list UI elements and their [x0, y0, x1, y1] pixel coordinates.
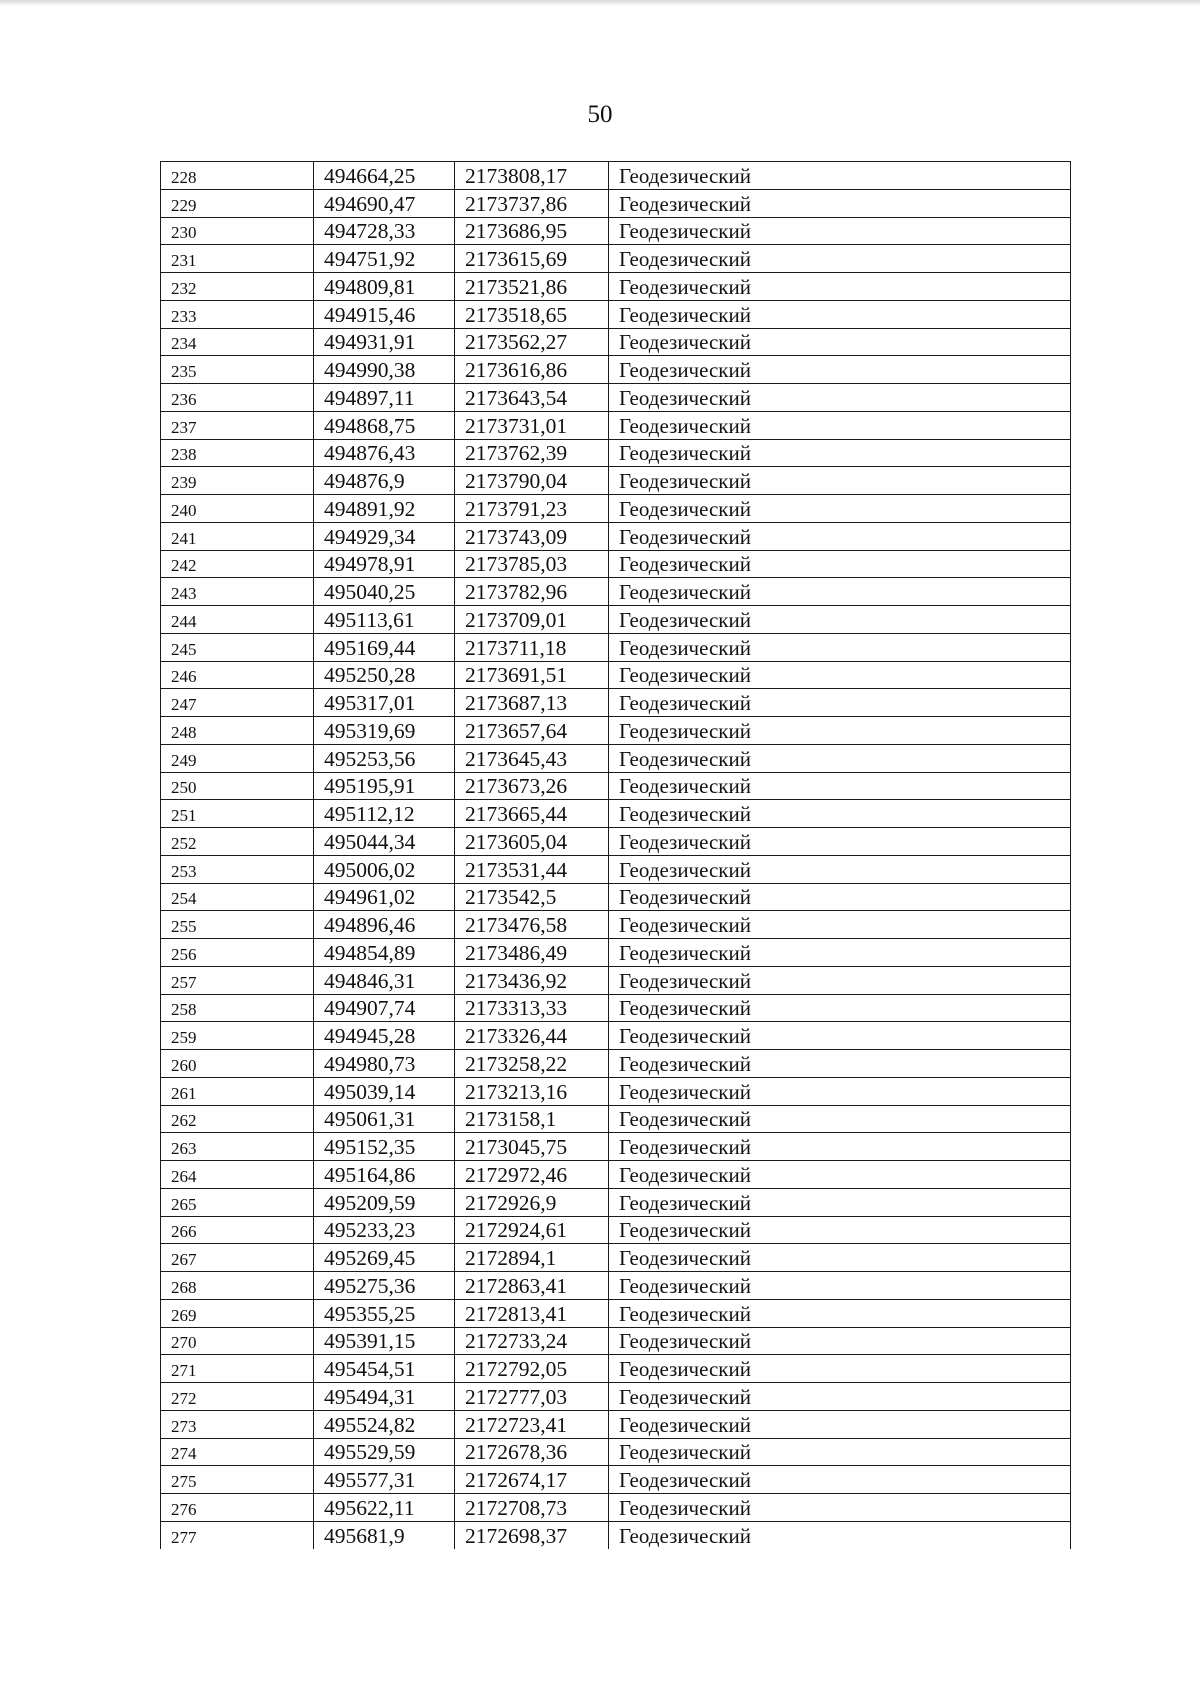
y-coordinate-cell: 2172733,24 — [455, 1327, 609, 1355]
y-coordinate-cell: 2173476,58 — [455, 911, 609, 939]
point-number-cell: 242 — [161, 550, 314, 578]
table-row — [161, 1188, 1071, 1216]
point-number-cell: 274 — [161, 1438, 314, 1466]
x-coordinate-cell: 495113,61 — [314, 606, 455, 634]
table-row — [161, 328, 1071, 356]
point-type-cell: Геодезический — [609, 273, 1071, 301]
point-number-cell: 266 — [161, 1216, 314, 1244]
point-number-cell: 238 — [161, 439, 314, 467]
point-number-cell: 229 — [161, 189, 314, 217]
point-type-cell: Геодезический — [609, 994, 1071, 1022]
point-number-cell: 258 — [161, 994, 314, 1022]
x-coordinate-cell: 494931,91 — [314, 328, 455, 356]
point-type-cell: Геодезический — [609, 1355, 1071, 1383]
page-number: 50 — [587, 101, 613, 128]
point-type-cell: Геодезический — [609, 328, 1071, 356]
point-type-cell: Геодезический — [609, 1133, 1071, 1161]
point-type-cell: Геодезический — [609, 939, 1071, 967]
y-coordinate-cell: 2172972,46 — [455, 1161, 609, 1189]
point-type-cell: Геодезический — [609, 1022, 1071, 1050]
point-number-cell: 261 — [161, 1077, 314, 1105]
x-coordinate-cell: 494876,43 — [314, 439, 455, 467]
point-number-cell: 259 — [161, 1022, 314, 1050]
table-row — [161, 189, 1071, 217]
point-number-cell: 245 — [161, 633, 314, 661]
x-coordinate-cell: 494980,73 — [314, 1050, 455, 1078]
x-coordinate-cell: 494961,02 — [314, 883, 455, 911]
table-row — [161, 1244, 1071, 1272]
y-coordinate-cell: 2173782,96 — [455, 578, 609, 606]
point-type-cell: Геодезический — [609, 1272, 1071, 1300]
x-coordinate-cell: 494897,11 — [314, 384, 455, 412]
point-type-cell: Геодезический — [609, 356, 1071, 384]
point-number-cell: 268 — [161, 1272, 314, 1300]
scan-edge — [0, 0, 1200, 6]
point-number-cell: 273 — [161, 1410, 314, 1438]
point-number-cell: 248 — [161, 717, 314, 745]
y-coordinate-cell: 2173687,13 — [455, 689, 609, 717]
x-coordinate-cell: 495250,28 — [314, 661, 455, 689]
table-row — [161, 495, 1071, 523]
y-coordinate-cell: 2173691,51 — [455, 661, 609, 689]
point-type-cell: Геодезический — [609, 1216, 1071, 1244]
point-type-cell: Геодезический — [609, 966, 1071, 994]
point-type-cell: Геодезический — [609, 911, 1071, 939]
table-row — [161, 384, 1071, 412]
y-coordinate-cell: 2172924,61 — [455, 1216, 609, 1244]
point-type-cell: Геодезический — [609, 1327, 1071, 1355]
table-row — [161, 1383, 1071, 1411]
point-type-cell: Геодезический — [609, 522, 1071, 550]
table-row — [161, 467, 1071, 495]
y-coordinate-cell: 2173531,44 — [455, 855, 609, 883]
x-coordinate-cell: 495391,15 — [314, 1327, 455, 1355]
table-row — [161, 828, 1071, 856]
table-row — [161, 1272, 1071, 1300]
point-type-cell: Геодезический — [609, 384, 1071, 412]
point-number-cell: 263 — [161, 1133, 314, 1161]
table-row — [161, 1105, 1071, 1133]
y-coordinate-cell: 2173762,39 — [455, 439, 609, 467]
table-row — [161, 411, 1071, 439]
point-type-cell: Геодезический — [609, 1494, 1071, 1522]
point-number-cell: 249 — [161, 744, 314, 772]
point-number-cell: 250 — [161, 772, 314, 800]
table-row — [161, 689, 1071, 717]
point-type-cell: Геодезический — [609, 300, 1071, 328]
table-row — [161, 1355, 1071, 1383]
coordinates-table-body — [161, 162, 1071, 1550]
y-coordinate-cell: 2173709,01 — [455, 606, 609, 634]
point-number-cell: 243 — [161, 578, 314, 606]
point-number-cell: 277 — [161, 1521, 314, 1549]
x-coordinate-cell: 495681,9 — [314, 1521, 455, 1549]
point-type-cell: Геодезический — [609, 689, 1071, 717]
table-row — [161, 1327, 1071, 1355]
point-type-cell: Геодезический — [609, 550, 1071, 578]
x-coordinate-cell: 494915,46 — [314, 300, 455, 328]
y-coordinate-cell: 2172792,05 — [455, 1355, 609, 1383]
x-coordinate-cell: 495006,02 — [314, 855, 455, 883]
point-type-cell: Геодезический — [609, 1299, 1071, 1327]
x-coordinate-cell: 494876,9 — [314, 467, 455, 495]
point-number-cell: 257 — [161, 966, 314, 994]
x-coordinate-cell: 494945,28 — [314, 1022, 455, 1050]
x-coordinate-cell: 495529,59 — [314, 1438, 455, 1466]
table-row — [161, 883, 1071, 911]
table-row — [161, 966, 1071, 994]
x-coordinate-cell: 495577,31 — [314, 1466, 455, 1494]
point-number-cell: 262 — [161, 1105, 314, 1133]
table-row — [161, 522, 1071, 550]
table-row — [161, 911, 1071, 939]
x-coordinate-cell: 494891,92 — [314, 495, 455, 523]
point-number-cell: 276 — [161, 1494, 314, 1522]
point-number-cell: 240 — [161, 495, 314, 523]
table-row — [161, 1299, 1071, 1327]
y-coordinate-cell: 2172723,41 — [455, 1410, 609, 1438]
y-coordinate-cell: 2173673,26 — [455, 772, 609, 800]
table-row — [161, 300, 1071, 328]
x-coordinate-cell: 495209,59 — [314, 1188, 455, 1216]
table-row — [161, 1161, 1071, 1189]
point-number-cell: 275 — [161, 1466, 314, 1494]
table-row — [161, 1133, 1071, 1161]
y-coordinate-cell: 2173686,95 — [455, 217, 609, 245]
y-coordinate-cell: 2173665,44 — [455, 800, 609, 828]
y-coordinate-cell: 2173326,44 — [455, 1022, 609, 1050]
y-coordinate-cell: 2173790,04 — [455, 467, 609, 495]
point-type-cell: Геодезический — [609, 467, 1071, 495]
y-coordinate-cell: 2173743,09 — [455, 522, 609, 550]
point-number-cell: 232 — [161, 273, 314, 301]
x-coordinate-cell: 494854,89 — [314, 939, 455, 967]
y-coordinate-cell: 2173711,18 — [455, 633, 609, 661]
x-coordinate-cell: 495454,51 — [314, 1355, 455, 1383]
table-row — [161, 1216, 1071, 1244]
x-coordinate-cell: 495152,35 — [314, 1133, 455, 1161]
x-coordinate-cell: 494664,25 — [314, 162, 455, 190]
point-number-cell: 244 — [161, 606, 314, 634]
point-number-cell: 235 — [161, 356, 314, 384]
x-coordinate-cell: 495169,44 — [314, 633, 455, 661]
table-row — [161, 606, 1071, 634]
y-coordinate-cell: 2173615,69 — [455, 245, 609, 273]
table-row — [161, 1077, 1071, 1105]
x-coordinate-cell: 494728,33 — [314, 217, 455, 245]
point-type-cell: Геодезический — [609, 1161, 1071, 1189]
y-coordinate-cell: 2173791,23 — [455, 495, 609, 523]
point-number-cell: 260 — [161, 1050, 314, 1078]
table-row — [161, 1494, 1071, 1522]
point-type-cell: Геодезический — [609, 1050, 1071, 1078]
point-type-cell: Геодезический — [609, 439, 1071, 467]
table-row — [161, 1466, 1071, 1494]
y-coordinate-cell: 2173731,01 — [455, 411, 609, 439]
y-coordinate-cell: 2173521,86 — [455, 273, 609, 301]
point-type-cell: Геодезический — [609, 217, 1071, 245]
point-type-cell: Геодезический — [609, 1244, 1071, 1272]
x-coordinate-cell: 494809,81 — [314, 273, 455, 301]
point-number-cell: 233 — [161, 300, 314, 328]
point-type-cell: Геодезический — [609, 1410, 1071, 1438]
point-number-cell: 236 — [161, 384, 314, 412]
x-coordinate-cell: 494978,91 — [314, 550, 455, 578]
x-coordinate-cell: 495044,34 — [314, 828, 455, 856]
point-type-cell: Геодезический — [609, 1105, 1071, 1133]
table-row — [161, 1521, 1071, 1549]
coordinates-table — [160, 161, 1071, 1549]
table-row — [161, 245, 1071, 273]
y-coordinate-cell: 2172678,36 — [455, 1438, 609, 1466]
x-coordinate-cell: 494690,47 — [314, 189, 455, 217]
table-row — [161, 550, 1071, 578]
y-coordinate-cell: 2172674,17 — [455, 1466, 609, 1494]
point-number-cell: 251 — [161, 800, 314, 828]
table-row — [161, 356, 1071, 384]
point-number-cell: 228 — [161, 162, 314, 190]
y-coordinate-cell: 2173657,64 — [455, 717, 609, 745]
point-type-cell: Геодезический — [609, 411, 1071, 439]
point-number-cell: 256 — [161, 939, 314, 967]
x-coordinate-cell: 494990,38 — [314, 356, 455, 384]
point-type-cell: Геодезический — [609, 772, 1071, 800]
table-row — [161, 994, 1071, 1022]
y-coordinate-cell: 2173313,33 — [455, 994, 609, 1022]
point-type-cell: Геодезический — [609, 1466, 1071, 1494]
y-coordinate-cell: 2172863,41 — [455, 1272, 609, 1300]
x-coordinate-cell: 495039,14 — [314, 1077, 455, 1105]
point-type-cell: Геодезический — [609, 495, 1071, 523]
y-coordinate-cell: 2173562,27 — [455, 328, 609, 356]
table-row — [161, 772, 1071, 800]
table-row — [161, 439, 1071, 467]
point-number-cell: 252 — [161, 828, 314, 856]
point-type-cell: Геодезический — [609, 1438, 1071, 1466]
x-coordinate-cell: 495112,12 — [314, 800, 455, 828]
y-coordinate-cell: 2173542,5 — [455, 883, 609, 911]
x-coordinate-cell: 495040,25 — [314, 578, 455, 606]
point-type-cell: Геодезический — [609, 189, 1071, 217]
point-number-cell: 234 — [161, 328, 314, 356]
x-coordinate-cell: 495494,31 — [314, 1383, 455, 1411]
y-coordinate-cell: 2173158,1 — [455, 1105, 609, 1133]
y-coordinate-cell: 2172813,41 — [455, 1299, 609, 1327]
table-row — [161, 855, 1071, 883]
point-number-cell: 267 — [161, 1244, 314, 1272]
x-coordinate-cell: 494907,74 — [314, 994, 455, 1022]
point-type-cell: Геодезический — [609, 1077, 1071, 1105]
table-row — [161, 273, 1071, 301]
table-row — [161, 1438, 1071, 1466]
y-coordinate-cell: 2173808,17 — [455, 162, 609, 190]
point-number-cell: 271 — [161, 1355, 314, 1383]
y-coordinate-cell: 2172698,37 — [455, 1521, 609, 1549]
y-coordinate-cell: 2172777,03 — [455, 1383, 609, 1411]
point-type-cell: Геодезический — [609, 800, 1071, 828]
point-number-cell: 237 — [161, 411, 314, 439]
y-coordinate-cell: 2173258,22 — [455, 1050, 609, 1078]
x-coordinate-cell: 495195,91 — [314, 772, 455, 800]
x-coordinate-cell: 494868,75 — [314, 411, 455, 439]
y-coordinate-cell: 2172926,9 — [455, 1188, 609, 1216]
point-type-cell: Геодезический — [609, 162, 1071, 190]
x-coordinate-cell: 495164,86 — [314, 1161, 455, 1189]
point-type-cell: Геодезический — [609, 717, 1071, 745]
point-number-cell: 255 — [161, 911, 314, 939]
point-type-cell: Геодезический — [609, 578, 1071, 606]
point-number-cell: 254 — [161, 883, 314, 911]
x-coordinate-cell: 495269,45 — [314, 1244, 455, 1272]
y-coordinate-cell: 2173486,49 — [455, 939, 609, 967]
y-coordinate-cell: 2173605,04 — [455, 828, 609, 856]
point-number-cell: 264 — [161, 1161, 314, 1189]
table-row — [161, 661, 1071, 689]
table-row — [161, 717, 1071, 745]
x-coordinate-cell: 495317,01 — [314, 689, 455, 717]
x-coordinate-cell: 495524,82 — [314, 1410, 455, 1438]
table-row — [161, 162, 1071, 190]
x-coordinate-cell: 495319,69 — [314, 717, 455, 745]
x-coordinate-cell: 494896,46 — [314, 911, 455, 939]
point-number-cell: 246 — [161, 661, 314, 689]
point-number-cell: 269 — [161, 1299, 314, 1327]
point-type-cell: Геодезический — [609, 1188, 1071, 1216]
y-coordinate-cell: 2172708,73 — [455, 1494, 609, 1522]
y-coordinate-cell: 2173045,75 — [455, 1133, 609, 1161]
y-coordinate-cell: 2173737,86 — [455, 189, 609, 217]
table-row — [161, 633, 1071, 661]
table-row — [161, 1410, 1071, 1438]
x-coordinate-cell: 495355,25 — [314, 1299, 455, 1327]
point-number-cell: 247 — [161, 689, 314, 717]
y-coordinate-cell: 2173518,65 — [455, 300, 609, 328]
point-type-cell: Геодезический — [609, 661, 1071, 689]
point-type-cell: Геодезический — [609, 828, 1071, 856]
x-coordinate-cell: 494751,92 — [314, 245, 455, 273]
x-coordinate-cell: 494846,31 — [314, 966, 455, 994]
x-coordinate-cell: 495233,23 — [314, 1216, 455, 1244]
point-number-cell: 272 — [161, 1383, 314, 1411]
point-type-cell: Геодезический — [609, 1521, 1071, 1549]
x-coordinate-cell: 495275,36 — [314, 1272, 455, 1300]
point-number-cell: 241 — [161, 522, 314, 550]
point-number-cell: 253 — [161, 855, 314, 883]
y-coordinate-cell: 2173213,16 — [455, 1077, 609, 1105]
table-row — [161, 578, 1071, 606]
table-row — [161, 1050, 1071, 1078]
y-coordinate-cell: 2173645,43 — [455, 744, 609, 772]
point-type-cell: Геодезический — [609, 245, 1071, 273]
point-type-cell: Геодезический — [609, 633, 1071, 661]
point-number-cell: 231 — [161, 245, 314, 273]
point-type-cell: Геодезический — [609, 855, 1071, 883]
x-coordinate-cell: 495061,31 — [314, 1105, 455, 1133]
table-row — [161, 939, 1071, 967]
y-coordinate-cell: 2173785,03 — [455, 550, 609, 578]
point-type-cell: Геодезический — [609, 883, 1071, 911]
point-number-cell: 270 — [161, 1327, 314, 1355]
point-type-cell: Геодезический — [609, 1383, 1071, 1411]
table-row — [161, 217, 1071, 245]
y-coordinate-cell: 2173643,54 — [455, 384, 609, 412]
table-row — [161, 1022, 1071, 1050]
x-coordinate-cell: 495622,11 — [314, 1494, 455, 1522]
table-row — [161, 744, 1071, 772]
point-number-cell: 265 — [161, 1188, 314, 1216]
y-coordinate-cell: 2172894,1 — [455, 1244, 609, 1272]
point-number-cell: 230 — [161, 217, 314, 245]
point-number-cell: 239 — [161, 467, 314, 495]
x-coordinate-cell: 495253,56 — [314, 744, 455, 772]
x-coordinate-cell: 494929,34 — [314, 522, 455, 550]
point-type-cell: Геодезический — [609, 744, 1071, 772]
y-coordinate-cell: 2173436,92 — [455, 966, 609, 994]
y-coordinate-cell: 2173616,86 — [455, 356, 609, 384]
point-type-cell: Геодезический — [609, 606, 1071, 634]
table-row — [161, 800, 1071, 828]
